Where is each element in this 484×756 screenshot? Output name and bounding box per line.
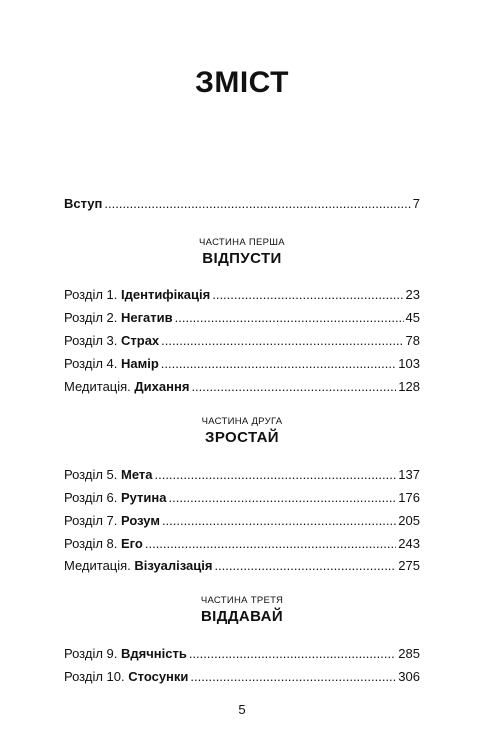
part-title: ВІДПУСТИ: [202, 250, 282, 267]
toc-entry-prefix: Розділ 3.: [64, 333, 118, 348]
toc-entry-intro: [64, 196, 420, 216]
toc-entry-name: Стосунки: [128, 669, 189, 684]
toc-entry-prefix: Медитація.: [64, 379, 131, 394]
toc-leader-dots: [212, 287, 403, 302]
toc-entry-name: Рутина: [121, 490, 167, 505]
toc-entry-page: 23: [405, 287, 420, 302]
toc-leader-dots: [191, 379, 396, 394]
toc-entry-page: 45: [405, 310, 420, 325]
part-title: ВІДДАВАЙ: [200, 608, 284, 625]
toc-entry-prefix: Розділ 8.: [64, 536, 118, 551]
toc-entry: [64, 287, 420, 307]
toc-entry-page: 285: [398, 646, 420, 661]
toc-leader-dots: [145, 536, 396, 551]
toc-entry-page: 243: [398, 536, 420, 551]
toc-entry-name: Вдячність: [121, 646, 187, 661]
toc-entry-prefix: Розділ 9.: [64, 646, 118, 661]
toc-leader-dots: [161, 356, 397, 371]
toc-entry-prefix: Розділ 4.: [64, 356, 118, 371]
toc-entry-prefix: Розділ 1.: [64, 287, 118, 302]
toc-entry-page: 78: [405, 333, 420, 348]
toc-entry: [64, 310, 420, 330]
toc-entry-page: 137: [398, 467, 420, 482]
toc-entry-page: 306: [398, 669, 420, 684]
toc-entry: [64, 558, 420, 578]
toc-leader-dots: [161, 333, 403, 348]
toc-entry-prefix: Медитація.: [64, 558, 131, 573]
toc-entry-page: 176: [398, 490, 420, 505]
toc-entry-name: Розум: [121, 513, 160, 528]
part-label: ЧАСТИНА ДРУГА: [201, 416, 283, 427]
toc-entry: [64, 356, 420, 376]
toc-entry-prefix: Розділ 6.: [64, 490, 118, 505]
page-title: ЗМІСТ: [195, 66, 289, 99]
toc-entry: [64, 669, 420, 689]
toc-entry-prefix: Розділ 10.: [64, 669, 125, 684]
toc-entry: [64, 513, 420, 533]
toc-entry: [64, 536, 420, 556]
toc-leader-dots: [162, 513, 396, 528]
toc-entry-prefix: Розділ 7.: [64, 513, 118, 528]
toc-entry-page: 128: [398, 379, 420, 394]
toc-entry-name: Дихання: [134, 379, 190, 394]
toc-leader-dots: [189, 646, 396, 661]
part-label: ЧАСТИНА ТРЕТЯ: [200, 595, 284, 606]
toc-entry-prefix: Розділ 5.: [64, 467, 118, 482]
toc-entry: [64, 379, 420, 399]
toc-entry: [64, 333, 420, 353]
toc-entry-page: 7: [412, 196, 420, 211]
toc-entry-name: Его: [121, 536, 143, 551]
toc-entry-name: Ідентифікація: [121, 287, 211, 302]
toc-leader-dots: [169, 490, 397, 505]
toc-entry-page: 205: [398, 513, 420, 528]
toc-entry-name: Вступ: [64, 196, 103, 211]
toc-entry-page: 275: [398, 558, 420, 573]
part-label: ЧАСТИНА ПЕРША: [199, 237, 285, 248]
toc-leader-dots: [214, 558, 396, 573]
toc-leader-dots: [175, 310, 404, 325]
toc-leader-dots: [190, 669, 396, 684]
toc-entry: [64, 646, 420, 666]
toc-entry-page: 103: [398, 356, 420, 371]
toc-entry-name: Негатив: [121, 310, 173, 325]
page-number: 5: [238, 702, 246, 717]
toc-entry-prefix: Розділ 2.: [64, 310, 118, 325]
toc-entry: [64, 490, 420, 510]
toc-entry-name: Візуалізація: [134, 558, 213, 573]
toc-leader-dots: [154, 467, 396, 482]
toc-entry-name: Намір: [121, 356, 159, 371]
toc-entry-name: Мета: [121, 467, 153, 482]
toc-entry: [64, 467, 420, 487]
part-title: ЗРОСТАЙ: [205, 429, 279, 446]
toc-entry-name: Страх: [121, 333, 160, 348]
toc-leader-dots: [104, 196, 410, 211]
